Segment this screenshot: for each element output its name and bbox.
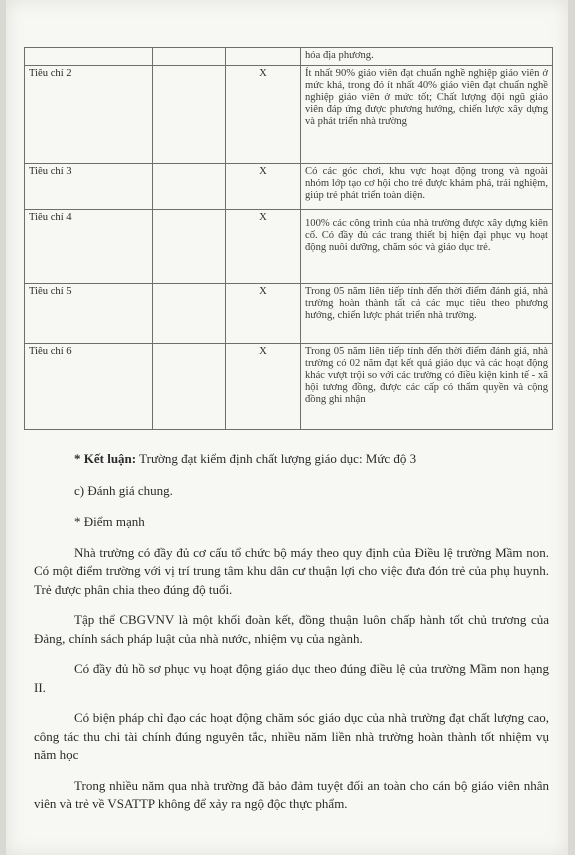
- table-cell: [25, 48, 153, 66]
- paragraph: Trong nhiều năm qua nhà trường đã bảo đảm tuyệt đối an toàn cho cán bộ giáo viên nhân viên và trẻ về VSATTP không để xảy ra ngộ độc thực phẩm.: [34, 777, 549, 811]
- strengths-heading: * Điểm mạnh: [74, 514, 145, 529]
- criterion-mark: X: [226, 164, 301, 210]
- criterion-description: Trong 05 năm liên tiếp tính đến thời điểm đánh giá, nhà trường hoàn thành tất cả các mục tiêu theo phương hướng, chiến lược phát triển nhà trường.: [301, 284, 553, 344]
- paragraph: Tập thể CBGVNV là một khối đoàn kết, đồng thuận luôn chấp hành tốt chủ trương của Đảng, chính sách pháp luật của nhà nước, nhiệm vụ của ngành.: [34, 612, 549, 646]
- table-cell-description: hóa địa phương.: [301, 48, 553, 66]
- document-page: [6, 0, 568, 855]
- criterion-description: Trong 05 năm liên tiếp tính đến thời điểm đánh giá, nhà trường có 02 năm đạt kết quả giáo dục và các hoạt động khác vượt trội so với các trường có điều kiện kinh tế - xã hội tương đồng, được các cấp có thẩm quyền và cộng đồng ghi nhận: [301, 344, 553, 430]
- criterion-name: Tiêu chí 2: [25, 66, 153, 164]
- criterion-mark: X: [226, 344, 301, 430]
- table-cell: [153, 344, 226, 430]
- conclusion-prefix: *: [74, 451, 84, 466]
- table-row: [25, 48, 553, 66]
- conclusion-line: [34, 450, 549, 469]
- table-row: [25, 164, 553, 210]
- criterion-mark: X: [226, 66, 301, 164]
- table-row: [25, 344, 553, 430]
- criterion-name: Tiêu chí 6: [25, 344, 153, 430]
- criterion-name: Tiêu chí 3: [25, 164, 153, 210]
- criterion-description: Có các góc chơi, khu vực hoạt động trong và ngoài nhóm lớp tạo cơ hội cho trẻ được khám phá, trải nghiệm, giúp trẻ phát triển toàn diện.: [301, 164, 553, 210]
- criterion-name: Tiêu chí 5: [25, 284, 153, 344]
- criterion-mark: X: [226, 210, 301, 284]
- table-cell: [153, 210, 226, 284]
- paragraph: Nhà trường có đầy đủ cơ cấu tổ chức bộ máy theo quy định của Điều lệ trường Mầm non. Có một điểm trường với vị trí trung tâm khu dân cư thuận lợi cho việc đưa đón trẻ của phụ huynh. Trẻ được phân chia theo đúng độ tuổi.: [34, 544, 549, 597]
- table-cell: [153, 284, 226, 344]
- criterion-mark: X: [226, 284, 301, 344]
- criterion-description: Ít nhất 90% giáo viên đạt chuẩn nghề nghiệp giáo viên ở mức khá, trong đó ít nhất 40% giáo viên đạt chuẩn nghề nghiệp giáo viên ở mức tốt; Chất lượng đội ngũ giáo viên đáp ứng được phương hướng, chiến lược xây dựng và phát triển nhà trường: [301, 66, 553, 164]
- section-heading-c: c) Đánh giá chung.: [74, 482, 173, 498]
- document-body: [34, 450, 549, 814]
- criterion-description: 100% các công trình của nhà trường được xây dựng kiên cố. Có đầy đủ các trang thiết bị hiện đại phục vụ hoạt động nuôi dưỡng, chăm sóc và giáo dục trẻ.: [301, 210, 553, 284]
- table-cell: [153, 164, 226, 210]
- paragraph: Có đầy đủ hồ sơ phục vụ hoạt động giáo dục theo đúng điều lệ của trường Mầm non hạng II.: [34, 661, 549, 695]
- table-cell: [153, 66, 226, 164]
- table-row: [25, 66, 553, 164]
- table-row: [25, 284, 553, 344]
- table-cell: [226, 48, 301, 66]
- paragraph: Có biện pháp chỉ đạo các hoạt động chăm sóc giáo dục của nhà trường đạt chất lượng cao, công tác thu chi tài chính đúng nguyên tắc, nhiều năm liền nhà trường hoàn thành tốt nhiệm vụ năm học: [34, 710, 549, 762]
- criterion-name: Tiêu chí 4: [25, 210, 153, 284]
- criteria-table: [24, 47, 553, 430]
- conclusion-label: Kết luận:: [83, 451, 137, 466]
- conclusion-text: Trường đạt kiểm định chất lượng giáo dục: Mức độ 3: [136, 451, 417, 466]
- table-cell: [153, 48, 226, 66]
- table-row: [25, 210, 553, 284]
